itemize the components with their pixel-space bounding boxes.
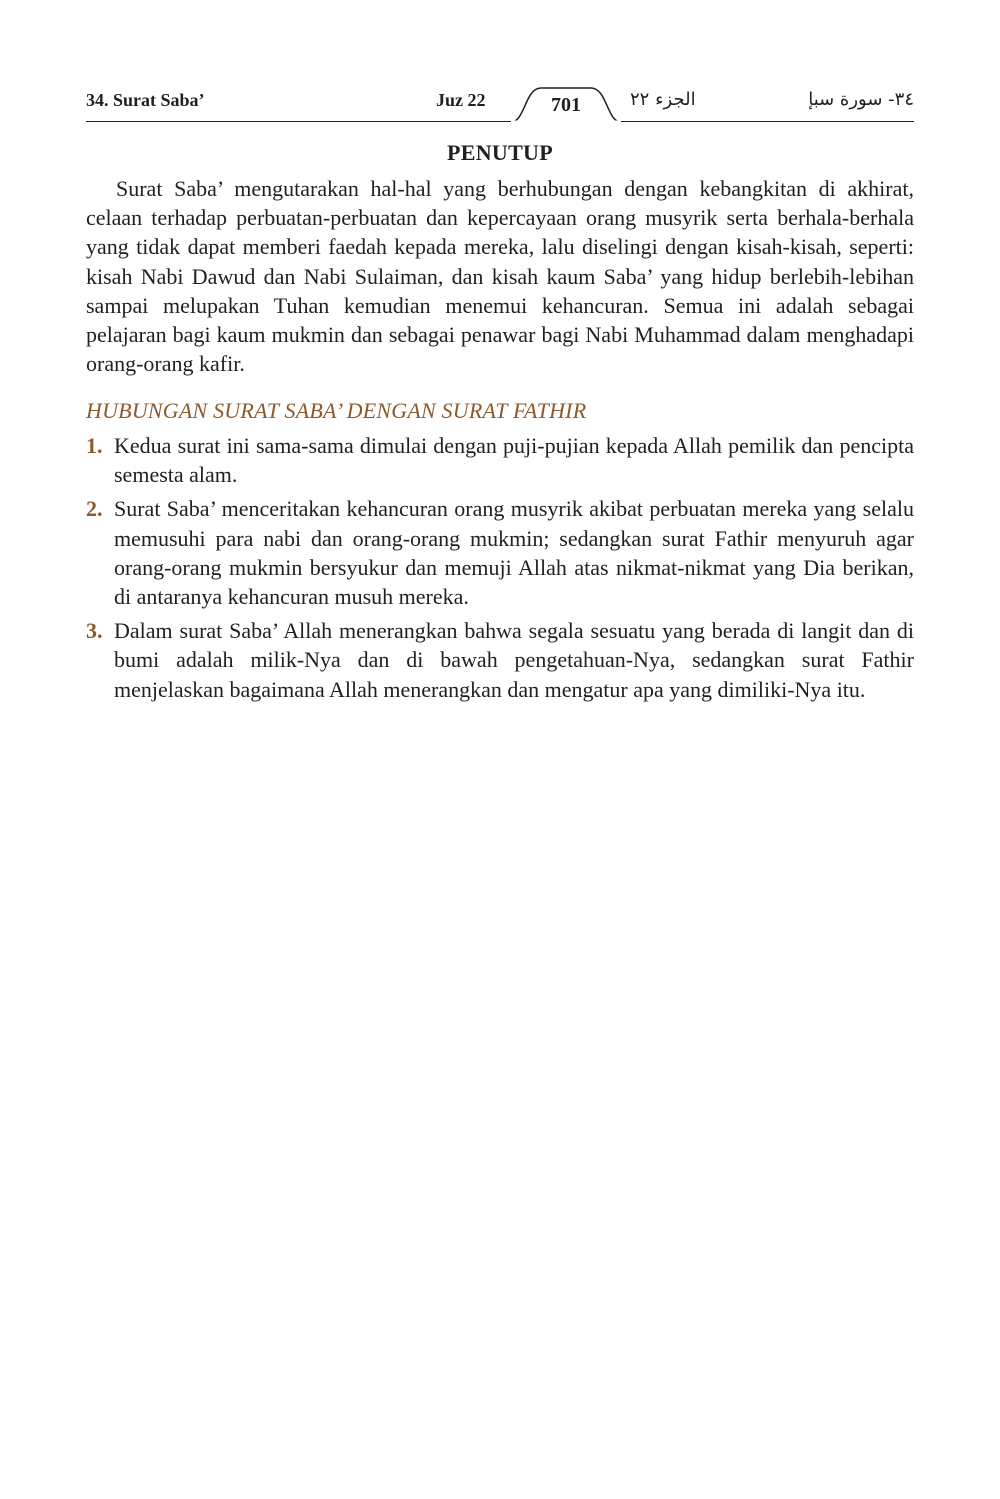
list-item-number: 1. (86, 433, 103, 458)
list-item-number: 2. (86, 496, 103, 522)
section-heading-penutup: PENUTUP (447, 140, 553, 165)
surah-name-latin: 34. Surat Saba’ (86, 90, 205, 110)
juz-label: Juz 22 (436, 90, 486, 110)
header-rule (86, 121, 914, 122)
juz-label-arabic: الجزء ٢٢ (630, 89, 696, 110)
list-item-text: Surat Saba’ menceritakan kehancuran orang musyrik akibat perbuatan mereka yang selalu memusuhi para nabi dan orang-orang mukmin; sedangkan surat Fathir menyuruh agar orang-orang mukmin bersyukur dan memuji Allah atas nikmat-nikmat yang Dia berikan, di antaranya kehancuran musuh mereka. (114, 496, 914, 610)
list-item (86, 616, 914, 704)
section-heading-relation: HUBUNGAN SURAT SABA’ DENGAN SURAT FATHIR (86, 398, 587, 423)
list-item-number: 3. (86, 618, 103, 644)
surah-name-arabic: ٣٤- سورة سبإ (808, 89, 914, 110)
list-item-text: Kedua surat ini sama-sama dimulai dengan puji-pujian kepada Allah pemilik dan pencipta semesta alam. (114, 433, 914, 488)
list-item (86, 494, 914, 611)
list-item-text: Dalam surat Saba’ Allah menerangkan bahwa segala sesuatu yang berada di langit dan di bumi adalah milik-Nya dan di bawah pengetahuan-Nya, sedangkan surat Fathir menjelaskan bagaimana Allah menerangkan dan mengatur apa yang dimiliki-Nya itu. (114, 618, 914, 702)
relation-list (86, 431, 914, 709)
running-header (86, 86, 914, 126)
book-page (86, 0, 914, 1499)
list-item (86, 431, 914, 489)
page-number: 701 (551, 94, 581, 116)
closing-paragraph: Surat Saba’ mengutarakan hal-hal yang berhubungan dengan kebangkitan di akhirat, celaan terhadap perbuatan-perbuatan dan kepercayaan orang musyrik serta berhala-berhala yang tidak dapat memberi faedah kepada mereka, lalu diselingi dengan kisah-kisah, seperti: kisah Nabi Dawud dan Nabi Sulaiman, dan kisah kaum Saba’ yang hidup berlebih-lebihan sampai melupakan Tuhan kemudian menemui kehancuran. Semua ini adalah sebagai pelajaran bagi kaum mukmin dan sebagai penawar bagi Nabi Muhammad dalam menghadapi orang-orang kafir. (86, 176, 914, 377)
